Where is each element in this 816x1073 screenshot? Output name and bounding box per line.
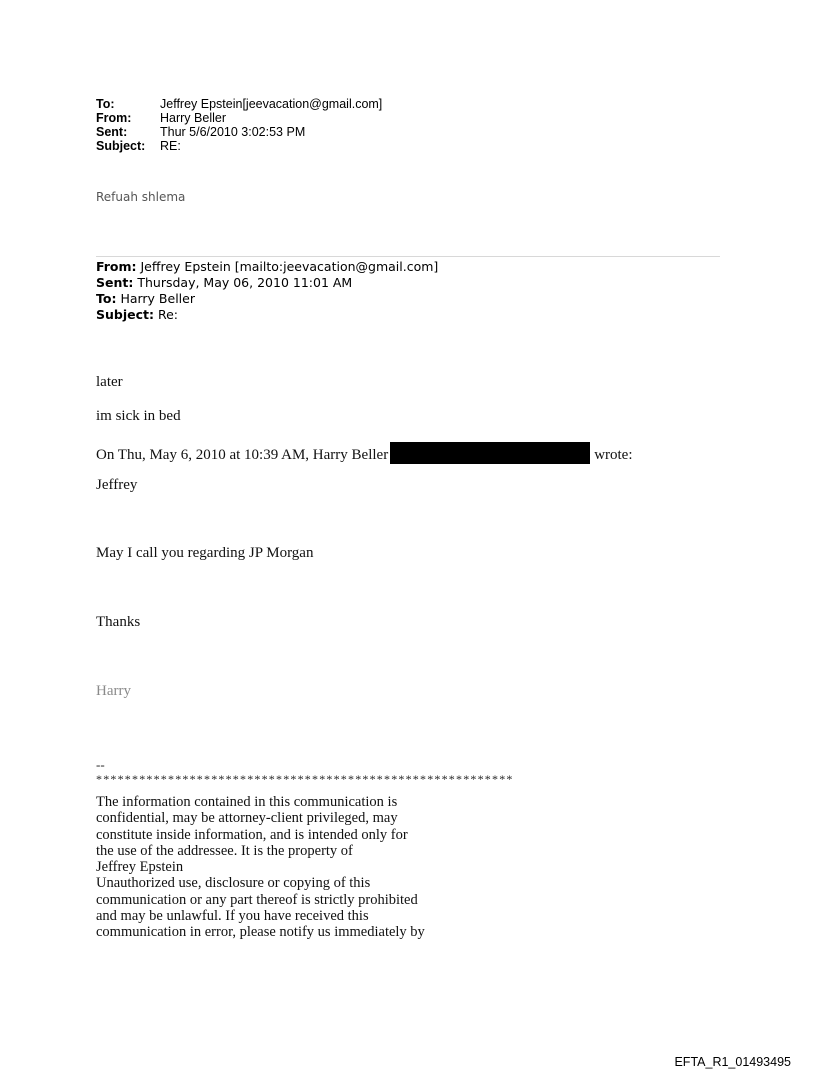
sent-label: Sent: [96,125,128,139]
disclaimer-line: The information contained in this communication is [96,794,398,810]
attribution-line [96,442,633,464]
quoted-subject-label: Subject: [96,307,154,322]
quoted-from-value: Jeffrey Epstein [mailto:jeevacation@gmail.com] [140,259,439,274]
email-header [96,97,382,153]
disclaimer-line: the use of the addressee. It is the property of [96,842,353,859]
asterisk-divider: ********************************************************** [96,772,514,786]
reply-text: Refuah shlema [96,190,186,204]
signature-separator: -- [96,757,105,772]
quoted-sent-row [96,275,438,291]
header-from-row [96,111,382,125]
quoted-sent-value: Thursday, May 06, 2010 11:01 AM [137,275,353,290]
confidentiality-disclaimer [96,794,476,941]
quoted-subject-row [96,307,438,323]
thanks-text: Thanks [96,614,141,630]
redaction-box [390,442,590,464]
salutation: Jeffrey [96,477,138,493]
quoted-to-label: To: [96,291,117,306]
disclaimer-line: Jeffrey Epstein [96,859,184,876]
quoted-from-row [96,259,438,275]
quoted-to-row [96,291,438,307]
disclaimer-line: communication or any part thereof is strictly prohibited [96,891,418,908]
attribution-prefix: On Thu, May 6, 2010 at 10:39 AM, Harry Beller [96,447,389,463]
subject-label: Subject: [96,139,146,153]
header-to-row [96,97,382,111]
from-label: From: [96,111,132,125]
from-value: Harry Beller [160,111,226,125]
header-sent-row [96,125,382,139]
subject-value: RE: [160,139,181,153]
attribution-suffix: wrote: [594,447,633,463]
disclaimer-line: communication in error, please notify us immediately by [96,924,425,941]
quoted-sent-label: Sent: [96,275,134,290]
quoted-from-label: From: [96,259,137,274]
sent-value: Thur 5/6/2010 3:02:53 PM [160,125,306,139]
message-text: May I call you regarding JP Morgan [96,545,314,561]
body-line-sick: im sick in bed [96,408,181,424]
quoted-header [96,259,438,323]
header-subject-row [96,139,382,153]
document-id: EFTA_R1_01493495 [674,1055,791,1069]
disclaimer-line: constitute inside information, and is intended only for [96,826,408,843]
quote-divider [96,256,720,257]
to-value: Jeffrey Epstein[jeevacation@gmail.com] [160,97,383,111]
disclaimer-line: confidential, may be attorney-client privileged, may [96,810,398,827]
body-line-later: later [96,374,123,390]
quoted-subject-value: Re: [157,307,179,322]
signature-name: Harry [96,683,131,699]
disclaimer-line: and may be unlawful. If you have received this [96,908,369,925]
to-label: To: [96,97,115,111]
quoted-to-value: Harry Beller [120,291,195,306]
disclaimer-line: Unauthorized use, disclosure or copying of this [96,875,371,892]
